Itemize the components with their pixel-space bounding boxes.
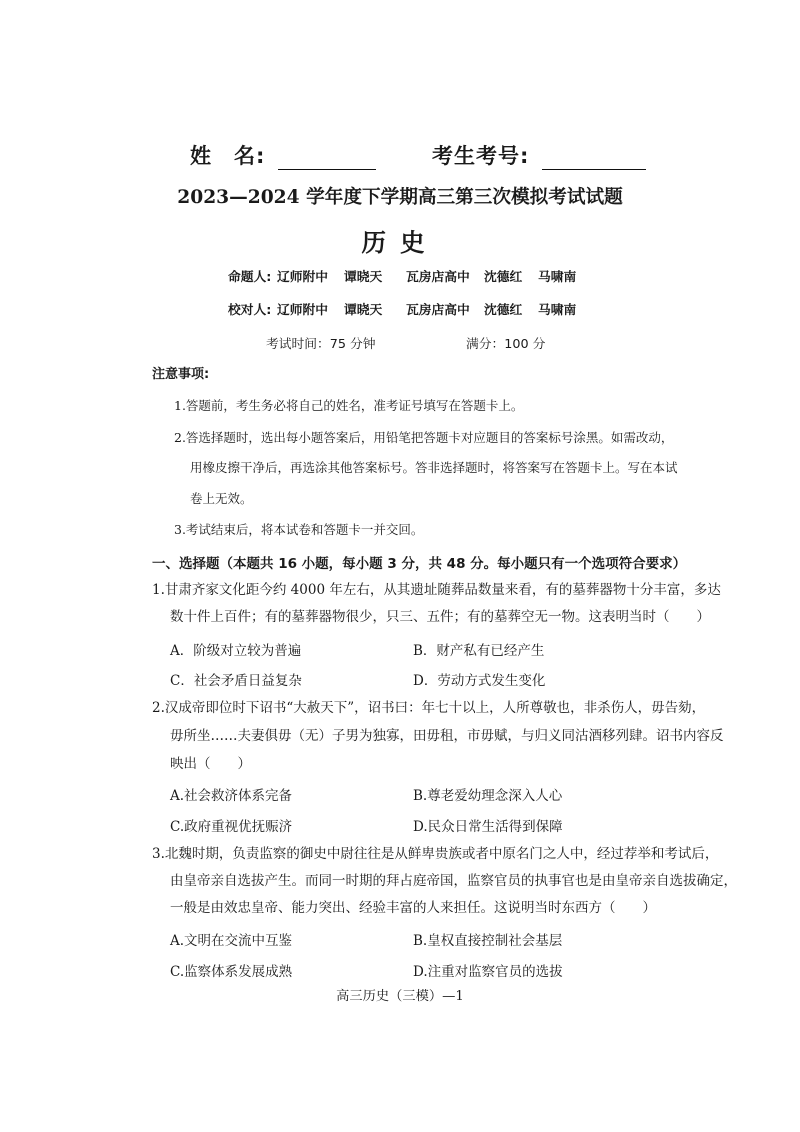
id-blank[interactable] [542, 151, 646, 170]
question-1-line-1: 1.甘肃齐家文化距今约 4000 年左右，从其遗址随葬品数量来看，有的墓葬器物十分丰富，多达 [152, 582, 721, 598]
note-3: 3.考试结束后，将本试卷和答题卡一并交回。 [174, 522, 424, 537]
staff-school-1: 辽师附中 [277, 303, 328, 318]
question-3-line-1: 3.北魏时期，负责监察的御史中尉往往是从鲜卑贵族或者中原名门之人中，经过荐举和考试后， [152, 846, 719, 862]
staff-school-2: 瓦房店高中 [406, 303, 470, 318]
question-3-line-2: 由皇帝亲自选拔产生。而同一时期的拜占庭帝国，监察官员的执事官也是由皇帝亲自选拔确定， [170, 873, 737, 889]
proposer-label: 命题人: [228, 270, 272, 285]
notes-heading: 注意事项: [152, 367, 210, 382]
staff-person-1: 谭晓天 [344, 303, 383, 318]
note-2-cont: 用橡皮擦干净后，再选涂其他答案标号。答非选择题时，将答案写在答题卡上。写在本试 [190, 460, 678, 475]
option-2a[interactable]: A.社会救济体系完备 [170, 788, 293, 804]
name-label: 姓 名: [190, 144, 266, 168]
option-3d[interactable]: D.注重对监察官员的选拔 [413, 964, 563, 980]
option-3c[interactable]: C.监察体系发展成熟 [170, 964, 293, 980]
exam-title: 2023—2024 学年度下学期高三第三次模拟考试试题 [177, 186, 623, 208]
time-score-row [0, 333, 800, 353]
id-label: 考生考号: [432, 144, 530, 168]
option-1c[interactable]: C．社会矛盾日益复杂 [170, 673, 302, 689]
question-2-line-2: 毋所坐……夫妻俱毋（无）子男为独寡，田毋租，市毋赋，与归义同沽酒移列肆。诏书内容反 [170, 728, 724, 744]
section-heading: 一、选择题（本题共 16 小题，每小题 3 分，共 48 分。每小题只有一个选项符合要求） [152, 556, 687, 572]
staff-person-2: 沈德红 [484, 270, 523, 285]
question-2-line-3: 映出（ ） [170, 756, 251, 772]
staff-person-1: 谭晓天 [344, 270, 383, 285]
staff-school-2: 瓦房店高中 [406, 270, 470, 285]
subject-title: 历史 [361, 228, 439, 257]
option-2b[interactable]: B.尊老爱幼理念深入人心 [413, 788, 563, 804]
option-1d[interactable]: D．劳动方式发生变化 [413, 673, 546, 689]
proposer-row [0, 266, 800, 286]
note-1: 1.答题前，考生务必将自己的姓名，准考证号填写在答题卡上。 [174, 398, 524, 413]
staff-person-3: 马啸南 [538, 270, 577, 285]
option-2c[interactable]: C.政府重视优抚赈济 [170, 819, 293, 835]
note-2: 2.答选择题时，选出每小题答案后，用铅笔把答题卡对应题目的答案标号涂黑。如需改动， [174, 430, 674, 445]
option-1a[interactable]: A．阶级对立较为普遍 [170, 643, 302, 659]
question-1-line-2: 数十件上百件；有的墓葬器物很少，只三、五件；有的墓葬空无一物。这表明当时（ ） [170, 609, 710, 625]
page-footer: 高三历史（三模）—1 [336, 989, 464, 1004]
option-3b[interactable]: B.皇权直接控制社会基层 [413, 933, 563, 949]
staff-person-3: 马啸南 [538, 303, 577, 318]
option-1b[interactable]: B．财产私有已经产生 [413, 643, 545, 659]
exam-time: 考试时间：75 分钟 [266, 337, 376, 352]
staff-school-1: 辽师附中 [277, 270, 328, 285]
full-score: 满分：100 分 [466, 337, 546, 352]
option-3a[interactable]: A.文明在交流中互鉴 [170, 933, 293, 949]
question-3-line-3: 一般是由效忠皇帝、能力突出、经验丰富的人来担任。这说明当时东西方（ ） [170, 900, 656, 916]
staff-person-2: 沈德红 [484, 303, 523, 318]
question-2-line-1: 2.汉成帝即位时下诏书“大赦天下”，诏书曰：年七十以上，人所尊敬也，非杀伤人，毋告劾， [152, 700, 706, 716]
proofreader-row [0, 299, 800, 319]
note-2-cont-2: 卷上无效。 [190, 491, 253, 506]
option-2d[interactable]: D.民众日常生活得到保障 [413, 819, 563, 835]
proofreader-label: 校对人: [228, 303, 272, 318]
name-id-line [190, 140, 646, 170]
name-blank[interactable] [278, 151, 376, 170]
